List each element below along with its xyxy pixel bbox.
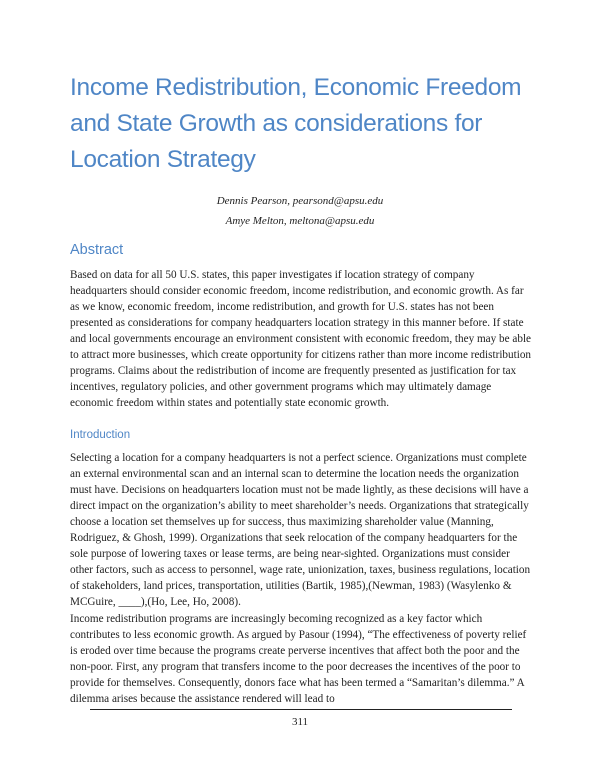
abstract-heading: Abstract [70, 242, 124, 258]
body-paragraph-2: Income redistribution programs are increasingly becoming recognized as a key factor which contributes to less economic growth. As argued by Pasour (1994), “The effectiveness of poverty relief is eroded over time because the programs create perverse incentives that affect both the poor and the non-poor. First, any program that transfers income to the poor decreases the incentives of the poor to provide for themselves. Consequently, donors face what has been termed a “Samaritan’s dilemma.” A dilemma arises because the assistance rendered will lead to [70, 613, 527, 705]
abstract-paragraph: Based on data for all 50 U.S. states, this paper investigates if location strategy of company headquarters should consider economic freedom, income redistribution, and economic growth. As far as we know, economic freedom, income redistribution, and growth for U.S. states has not been presented as considerations for company headquarters location strategy in this manner before. If state and local governments encourage an environment consistent with economic freedom, they may be able to attract more businesses, which create opportunity for citizens rather than more income redistribution programs. Claims about the redistribution of income are frequently presented as justification for tax incentives, regulatory policies, and other government programs which may ultimately damage economic freedom within states and potentially state economic growth. [70, 269, 532, 409]
author-line-2: Amye Melton, meltona@apsu.edu [225, 215, 375, 227]
paper-title: Income Redistribution, Economic Freedom and State Growth as considerations for Location Strategy [70, 74, 522, 173]
introduction-heading: Introduction [70, 429, 131, 441]
author-line-1: Dennis Pearson, pearsond@apsu.edu [216, 195, 384, 207]
footer-divider [90, 709, 512, 710]
body-paragraph-1: Selecting a location for a company headquarters is not a perfect science. Organizations must complete an external environmental scan and an internal scan to determine the location needs the organization must have. Decisions on headquarters location must not be made lightly, as these decisions will have a direct impact on the organization’s ability to meet shareholder’s needs. Organizations that strategically choose a location set themselves up for success, thus maximizing shareholder value (Manning, Rodriguez, & Ghosh, 1999). Organizations that seek relocation of the company headquarters for the sole purpose of lowering taxes or lease terms, are being near-sighted. Organizations must consider other factors, such as access to personnel, wage rate, unionization, taxes, business regulations, location of stakeholders, land prices, transportation, utilities (Bartik, 1985),(Newman, 1983) (Wasylenko & MCGuire, ____),(Ho, Lee, Ho, 2008). [70, 452, 531, 608]
page-number: 311 [291, 716, 309, 728]
